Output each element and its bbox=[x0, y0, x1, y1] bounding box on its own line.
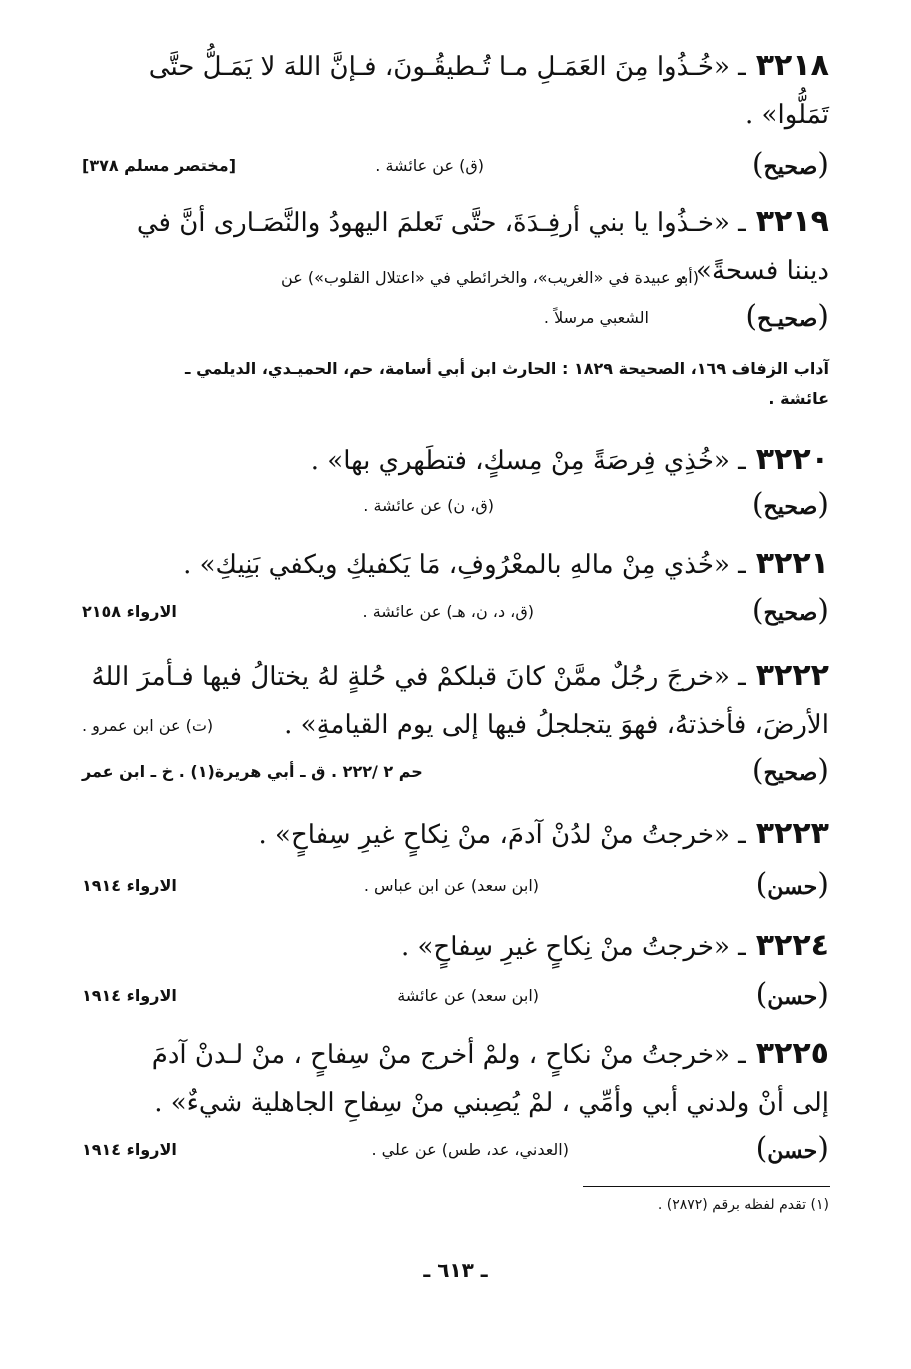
hadith-text-line: ٣٢١٩ـ «خـذُوا يا بني أرفِـدَةَ، حتَّى تَعلمَ اليهودُ والنَّصَـارى أنَّ في bbox=[136, 204, 829, 239]
grade-badge: (حسن) bbox=[755, 977, 829, 1012]
hadith-3225 bbox=[82, 1030, 829, 1127]
reference-text: الارواء ١٩١٤ bbox=[82, 876, 177, 895]
hadith-3219-meta bbox=[82, 298, 829, 338]
hadith-3224 bbox=[82, 922, 829, 971]
hadith-number: ٣٢٢٢ bbox=[755, 658, 829, 693]
hadith-text-line: ٣٢٢٠ـ «خُذِي فِرصَةً مِنْ مِسكٍ، فتطَهري بها» . bbox=[310, 442, 829, 477]
footnote-divider bbox=[583, 1186, 830, 1187]
grade-badge: (صحيـح) bbox=[745, 299, 829, 334]
hadith-3218 bbox=[82, 42, 829, 139]
source-text: (العدني، عد، طس) عن علي . bbox=[371, 1140, 569, 1159]
hadith-number: ٣٢٢٣ bbox=[755, 816, 829, 851]
authentication-note: آداب الزفاف ١٦٩، الصحيحة ١٨٢٩ : الحارث ابن أبي أسامة، حم، الحميـدي، الديلمي ـ عائشة . bbox=[185, 359, 829, 408]
source-text: (ابن سعد) عن ابن عباس . bbox=[363, 876, 539, 895]
grade-badge: (صحيح) bbox=[751, 487, 829, 522]
hadith-3220 bbox=[82, 436, 829, 485]
hadith-3225-meta bbox=[82, 1130, 829, 1170]
source-text: (ق) عن عائشة . bbox=[375, 156, 484, 175]
source-text: (أبو عبيدة في «الغريب»، والخرائطي في «اعتلال القلوب») عن bbox=[281, 268, 699, 287]
grade-badge: (حسن) bbox=[755, 867, 829, 902]
hadith-3218-meta bbox=[82, 146, 829, 186]
hadith-3220-meta bbox=[82, 486, 829, 526]
hadith-text-line: الأرضَ، فأخذتهُ، فهوَ يتجلجلُ فيها إلى يوم القيامةِ» . bbox=[284, 710, 829, 740]
grade-badge: (صحيح) bbox=[751, 593, 829, 628]
footnote: (١) تقدم لفظه برقم (٢٨٧٢) . bbox=[657, 1197, 829, 1213]
hadith-text-line: ٣٢٢٢ـ «خرجَ رجُلٌ ممَّنْ كانَ قبلكمْ في حُلةٍ لهُ يختالُ فيها فـأمرَ اللهُ bbox=[91, 658, 829, 693]
hadith-number: ٣٢٢٠ bbox=[755, 442, 829, 477]
hadith-3221-meta bbox=[82, 592, 829, 632]
source-text: (ابن سعد) عن عائشة bbox=[397, 986, 539, 1005]
hadith-3224-meta bbox=[82, 976, 829, 1016]
reference-text: الارواء ١٩١٤ bbox=[82, 1140, 177, 1159]
source-text: (ت) عن ابن عمرو . bbox=[82, 716, 214, 735]
hadith-number: ٣٢١٩ bbox=[755, 204, 829, 239]
page-number: ـ ٦١٣ ـ bbox=[423, 1258, 488, 1282]
hadith-text-line: ٣٢٢١ـ «خُذي مِنْ مالهِ بالمعْرُوفِ، مَا يَكفيكِ ويكفي بَنِيكِ» . bbox=[183, 546, 829, 581]
grade-badge: (صحيح) bbox=[751, 753, 829, 788]
hadith-number: ٣٢١٨ bbox=[755, 48, 829, 83]
hadith-text-line: ٣٢٢٤ـ «خرجتُ منْ نِكاحٍ غيرِ سِفاحٍ» . bbox=[400, 928, 829, 963]
hadith-text-line: إلى أنْ ولدني أبي وأمِّي ، لمْ يُصِبني منْ سِفاحِ الجاهلية شيءٌ» . bbox=[154, 1088, 829, 1118]
hadith-number: ٣٢٢٤ bbox=[755, 928, 829, 963]
hadith-number: ٣٢٢٥ bbox=[755, 1036, 829, 1071]
source-text-continued: الشعبي مرسلاً . bbox=[543, 308, 649, 327]
hadith-3221 bbox=[82, 540, 829, 589]
source-text: (ق، ن) عن عائشة . bbox=[363, 496, 494, 515]
hadith-3223-meta bbox=[82, 866, 829, 906]
hadith-3222-meta bbox=[82, 752, 829, 792]
hadith-text-line: ٣٢١٨ـ «خُـذُوا مِنَ العَمَـلِ مـا تُـطيقُـونَ، فـإنَّ اللهَ لا يَمَـلُّ حتَّى bbox=[148, 48, 829, 83]
reference-text: حم ٢ /٢٢٢ . ق ـ أبي هريرة(١) . خ ـ ابن عمر bbox=[82, 762, 423, 781]
hadith-text-line: تَمَلُّوا» . bbox=[745, 100, 829, 130]
grade-badge: (صحيح) bbox=[751, 147, 829, 182]
grade-badge: (حسن) bbox=[755, 1131, 829, 1166]
reference-text: الارواء ٢١٥٨ bbox=[82, 602, 177, 621]
source-text: (ق، د، ن، هـ) عن عائشة . bbox=[362, 602, 534, 621]
hadith-text-line: ديننا فسحةً» . bbox=[679, 256, 829, 286]
hadith-text-line: ٣٢٢٥ـ «خرجتُ منْ نكاحٍ ، ولمْ أخرج منْ سِفاحٍ ، منْ لـدنْ آدمَ bbox=[151, 1036, 829, 1071]
hadith-3223 bbox=[82, 810, 829, 859]
hadith-number: ٣٢٢١ bbox=[755, 546, 829, 581]
hadith-text-line: ٣٢٢٣ـ «خرجتُ منْ لدُنْ آدمَ، منْ نِكاحٍ غيرِ سِفاحٍ» . bbox=[258, 816, 829, 851]
reference-text: [مختصر مسلم ٣٧٨] bbox=[82, 156, 237, 175]
reference-text: الارواء ١٩١٤ bbox=[82, 986, 177, 1005]
